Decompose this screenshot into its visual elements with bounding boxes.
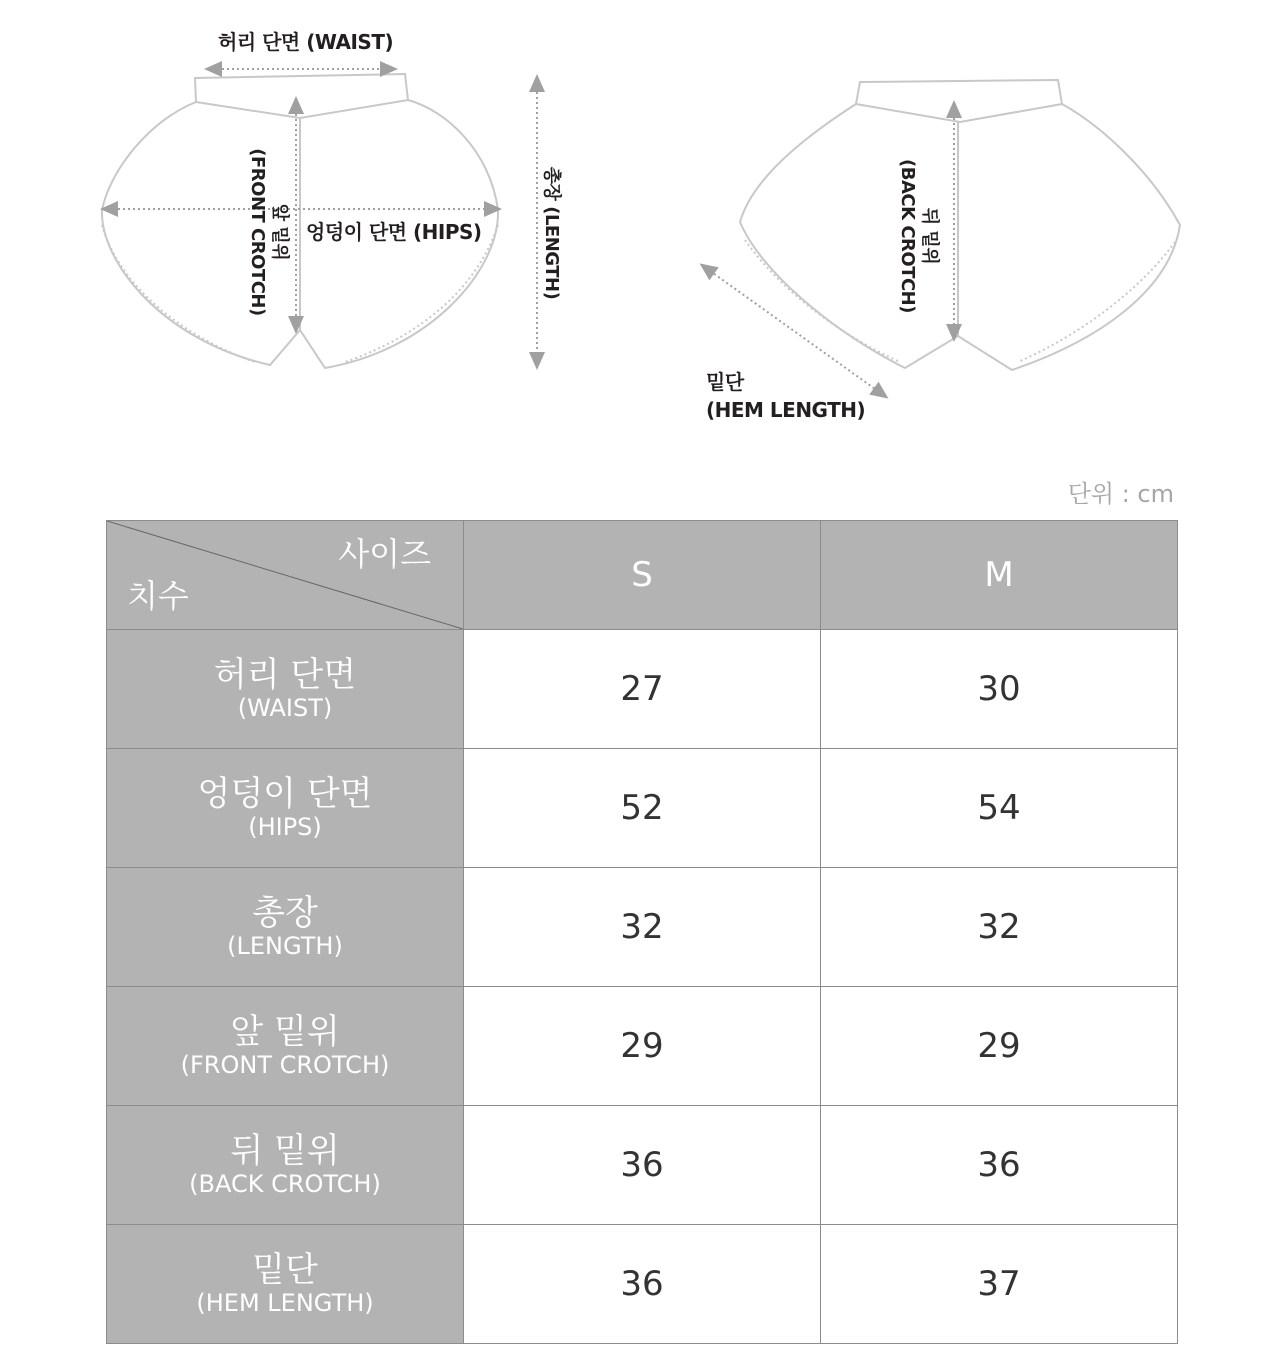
row-header-ko: 허리 단면 (213, 655, 357, 695)
row-header-en: (LENGTH) (227, 932, 343, 960)
front-crotch-label (246, 142, 290, 322)
length-label: 총장 (LENGTH) (541, 166, 562, 300)
row-header (107, 868, 464, 987)
table-row-hips (107, 749, 1178, 868)
corner-cell (107, 521, 464, 630)
table-cell: 30 (821, 630, 1178, 749)
size-table (106, 520, 1178, 1344)
size-header-m: M (821, 521, 1178, 630)
row-header-ko: 엉덩이 단면 (197, 774, 373, 814)
size-table-header-row (107, 521, 1178, 630)
table-cell: 52 (464, 749, 821, 868)
front-crotch-label-en: (FRONT CROTCH) (247, 148, 268, 316)
table-row-back-crotch (107, 1106, 1178, 1225)
row-header-en: (WAIST) (237, 694, 333, 722)
hem-length-label-en: (HEM LENGTH) (706, 398, 866, 422)
back-crotch-label (896, 146, 940, 326)
row-header-ko: 총장 (252, 893, 318, 933)
row-header-en: (HEM LENGTH) (196, 1289, 374, 1317)
table-cell: 29 (821, 987, 1178, 1106)
table-cell: 32 (464, 868, 821, 987)
corner-dimension-label: 치수 (127, 577, 189, 615)
table-cell: 54 (821, 749, 1178, 868)
back-shorts-drawing (740, 80, 1180, 370)
table-row-front-crotch (107, 987, 1178, 1106)
table-row-hem-length (107, 1225, 1178, 1344)
waist-label: 허리 단면 (WAIST) (218, 30, 394, 54)
back-crotch-label-ko: 뒤 밑위 (919, 207, 940, 265)
row-header-en: (FRONT CROTCH) (180, 1051, 390, 1079)
table-row-length (107, 868, 1178, 987)
table-row-waist (107, 630, 1178, 749)
row-header (107, 630, 464, 749)
row-header (107, 1106, 464, 1225)
row-header-ko: 밑단 (252, 1250, 318, 1290)
row-header-en: (HIPS) (248, 813, 322, 841)
front-crotch-label-ko: 앞 밑위 (269, 203, 290, 261)
table-cell: 37 (821, 1225, 1178, 1344)
hem-length-label-ko: 밑단 (706, 370, 744, 394)
table-cell: 27 (464, 630, 821, 749)
back-crotch-label-en: (BACK CROTCH) (897, 159, 918, 313)
hem-length-label (706, 368, 865, 424)
table-cell: 29 (464, 987, 821, 1106)
row-header (107, 987, 464, 1106)
hips-label: 엉덩이 단면 (HIPS) (306, 220, 482, 244)
shorts-measurement-diagram (0, 0, 1284, 460)
row-header-ko: 뒤 밑위 (230, 1131, 340, 1171)
table-cell: 32 (821, 868, 1178, 987)
unit-label: 단위 : cm (1067, 480, 1174, 508)
row-header-en: (BACK CROTCH) (189, 1170, 381, 1198)
table-cell: 36 (821, 1106, 1178, 1225)
size-header-s: S (464, 521, 821, 630)
table-cell: 36 (464, 1106, 821, 1225)
row-header (107, 1225, 464, 1344)
row-header (107, 749, 464, 868)
corner-size-label: 사이즈 (338, 535, 431, 573)
table-cell: 36 (464, 1225, 821, 1344)
row-header-ko: 앞 밑위 (230, 1012, 340, 1052)
shorts-illustration (0, 0, 1284, 460)
